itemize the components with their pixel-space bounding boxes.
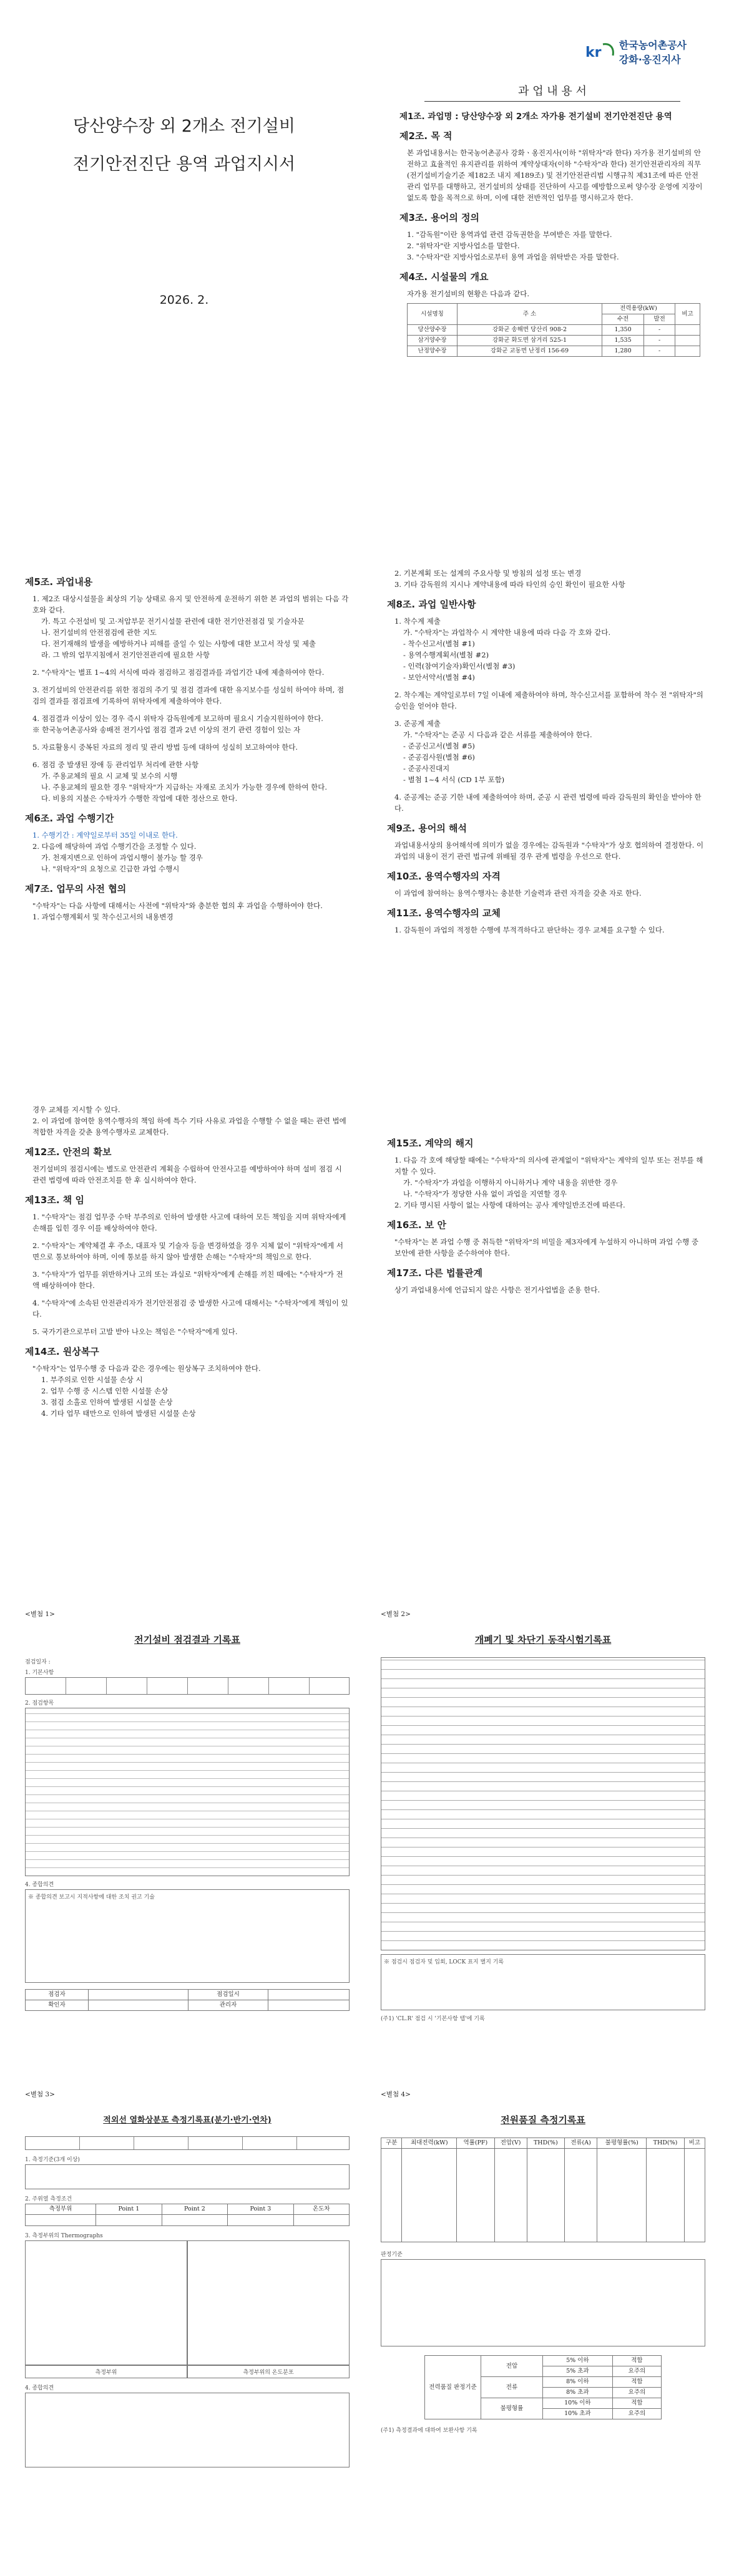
sign-cell: 확인자 [26,2000,89,2011]
switch-note: ※ 점검시 점검자 및 입회, LOCK 표지 별지 기록 [384,1959,504,1965]
text-line: - 준공신고서(별첨 #5) [403,742,475,750]
thermo-label: 측정부위의 온도분포 [187,2365,350,2378]
pq-head: 전류(A) [564,2138,597,2149]
point-head: Point 3 [228,2204,293,2215]
form-2-footer: (주1) 'CL.R' 점검 시 '기본사항 탭'에 기록 [381,2016,485,2022]
s3-item-1: 1. "감독원"이란 용역과업 관련 감독권한을 부여받은 자를 말한다. [407,230,612,239]
judge-box [381,2259,705,2346]
s13-title: 제13조. 책 임 [25,1194,84,1206]
text-line: 3. 점검 소홀로 인하여 발생된 시설물 손상 [41,1398,173,1407]
cover-date: 2026. 2. [159,293,209,307]
form-4-footer: (주1) 측정결과에 대하여 보완사항 기록 [381,2428,477,2434]
text-line: 3. 기타 감독원의 지시나 계약내용에 따라 타인의 승인 확인이 필요한 사항 [394,580,625,589]
p3-right [387,1129,705,1295]
table-row: 당산양수장 강화군 송해면 당산리 908-2 1,350 - [408,325,700,336]
form-4 [381,2089,705,2564]
pq-head: 구분 [381,2138,402,2149]
text-line: 경우 교체를 지시할 수 있다. [32,1105,120,1114]
th-sub-2: 발전 [644,314,675,325]
table-row: 불평형률 10% 이하 적합 [425,2398,662,2409]
text-line: "수탁자"는 다음 사항에 대해서는 사전에 "위탁자"와 충분한 협의 후 과업을 수행하여야 한다. [32,901,323,910]
p2-left [25,568,350,922]
s17-title: 제17조. 다른 법률관계 [387,1267,482,1279]
text-line: 3. 준공계 제출 [394,719,441,728]
form-3-header-grid [25,2136,350,2150]
text-line: - 별첨 1~4 서식 (CD 1부 포함) [403,775,505,784]
text-line: 1. "수탁자"는 점검 업무중 수탁 부주의로 인하여 발생한 사고에 대하여 모든 책임을 지며 위탁자에게 손해를 입힌 경우 이를 배상하여야 한다. [32,1213,346,1232]
thermo-labels [25,2365,350,2378]
text-line: 상기 과업내용서에 언급되지 않은 사항은 전기사업법을 준용 한다. [394,1286,600,1294]
s7-title: 제7조. 업무의 사전 협의 [25,883,127,894]
text-line: 가. "수탁자"는 준공 시 다음과 같은 서류를 제출하여야 한다. [403,730,592,739]
text-line: 1. 착수계 제출 [394,617,441,626]
form-1-title: 전기설비 점검결과 기록표 [134,1634,240,1645]
s3-item-2: 2. "위탁자"란 지방사업소를 말한다. [407,241,520,250]
text-line: 2. 기본계획 또는 설계의 주요사항 및 방침의 설정 또는 변경 [394,569,582,578]
form-1-section: 1. 기본사항 [25,1670,54,1676]
text-line: 다. 전기재해의 발생을 예방하거나 피해를 줄일 수 있는 사항에 대한 보고서 작성 및 제출 [41,639,316,648]
table-row: 8% 초과 요주의 [425,2388,662,2398]
th-name: 시설명칭 [408,304,457,325]
judge-label: 판정기준 [381,2252,403,2258]
basic-info-grid [25,1677,350,1695]
s5-title: 제5조. 과업내용 [25,576,93,588]
text-line: 4. 준공계는 준공 기한 내에 제출하여야 하며, 준공 시 관련 법령에 따라 감독원의 확인을 받아야 한다. [394,793,702,813]
form-1-meta: 점검일자 : [25,1659,51,1665]
text-line: 나. "수탁자"가 정당한 사유 없이 과업을 지연할 경우 [403,1189,567,1198]
text-line: ※ 한국농어촌공사와 송배전 전기사업 점검 결과 2년 이상의 전기 관련 경험이 있는 자 [32,725,301,734]
text-line: 1. 과업수행계획서 및 착수신고서의 내용변경 [32,913,174,921]
point-head: Point 1 [96,2204,162,2215]
s4-title: 제4조. 시설물의 개요 [399,271,489,283]
text-line: 4. 기타 업무 태만으로 인하여 발생된 시설물 손상 [41,1409,196,1418]
text-line: 1. 제2조 대상시설물을 최상의 기능 상태로 유지 및 안전하게 운전하기 위한 본 과업의 범위는 다음 각 호와 같다. [32,594,349,614]
text-line: 3. 전기설비의 안전관리를 위한 점검의 주기 및 점검 결과에 대한 유지보수를 성실히 하여야 하며, 점검의 결과를 점검표에 기록하여 위탁자에게 제출하여야 한다. [32,685,345,705]
text-line: - 보안서약서(별첨 #4) [403,673,475,682]
s2-title: 제2조. 목 적 [399,130,453,142]
text-line: 2. 기타 명시된 사항이 없는 사항에 대하여는 공사 계약일반조건에 따른다. [394,1201,625,1209]
cover-title-2: 전기안전진단 용역 과업지시서 [72,155,296,174]
form-3-opinion [25,2393,350,2467]
s3-title: 제3조. 용어의 정의 [399,212,480,223]
form-1 [25,1609,350,2046]
right-col [399,37,705,357]
text-line: - 용역수행계획서(별첨 #2) [403,651,489,659]
pq-head: 전압(V) [494,2138,527,2149]
inspection-grid [25,1708,350,1876]
form-3 [25,2089,350,2564]
pq-head: 비고 [684,2138,705,2149]
form-3-sec-4: 4. 종합의견 [25,2385,54,2391]
s10-title: 제10조. 용역수행자의 자격 [387,871,501,882]
text-line: "수탁자"는 본 과업 수행 중 취득한 "위탁자"의 비밀을 제3자에게 누설하지 아니하며 과업 수행 중 보안에 관한 사항을 준수하여야 한다. [394,1237,699,1257]
annex-4-label: <별첨 4> [381,2091,411,2098]
pq-head: 불평형률(%) [597,2138,647,2149]
text-line: 가. "수탁자"는 과업착수 시 계약한 내용에 따라 다음 각 호와 같다. [403,628,611,637]
opinion-box [25,1889,350,1983]
text-line: 가. 천재지변으로 인하여 과업시행이 불가능 할 경우 [41,853,203,862]
s8-title: 제8조. 과업 일반사항 [387,599,476,610]
form-2-title: 개폐기 및 차단기 동작시험기록표 [474,1634,612,1645]
th-sub-1: 수전 [602,314,643,325]
text-line: 1. 수행기간 : 계약일로부터 35일 이내로 한다. [32,831,178,840]
s14-title: 제14조. 원상복구 [25,1346,99,1357]
th-note: 비고 [675,304,700,325]
kr-logo-icon [585,42,615,62]
point-head: 온도차 [293,2204,349,2215]
pq-head: 최대전력(kW) [402,2138,457,2149]
opinion-label: 4. 종합의견 [25,1882,54,1888]
text-line: - 준공검사원(별첨 #6) [403,753,475,762]
page-3 [0,1085,729,1559]
inspection-items-label: 2. 점검항목 [25,1700,54,1707]
text-line: 4. "수탁자"에 소속된 안전관리자가 전기안전점검 중 발생한 사고에 대해서는 "수탁자"에게 책임이 있다. [32,1299,348,1319]
s11-title: 제11조. 용역수행자의 교체 [387,908,501,919]
text-line: 4. 점검결과 이상이 있는 경우 즉시 위탁자 감독원에게 보고하며 필요시 기술지원하여야 한다. [32,714,323,723]
text-line: "수탁자"는 업무수행 중 다음과 같은 경우에는 원상복구 조치하여야 한다. [32,1364,261,1373]
switch-note-box [381,1954,705,2010]
p2-right [387,568,705,936]
text-line: 가. "수탁자"가 과업을 이행하지 아니하거나 계약 내용을 위반한 경우 [403,1178,618,1187]
s6-title: 제6조. 과업 수행기간 [25,813,114,824]
text-line: 2. 착수계는 계약일로부터 7일 이내에 제출하여야 하며, 착수신고서를 포함하여 착수 전 "위탁자"의 승인을 얻어야 한다. [394,690,703,710]
svg-text:kr: kr [585,45,602,61]
table-row: 삼거양수장 강화군 화도면 삼거리 525-1 1,535 - [408,336,700,346]
criteria-grid [25,2164,350,2189]
text-line: 과업내용서상의 용어해석에 의미가 없을 경우에는 감독원과 "수탁자"가 상호 협의하여 결정한다. 이 과업의 내용이 전기 관련 법규에 위배될 경우 관계 법령을 우선으로 한다. [394,841,704,861]
text-line: 이 과업에 참여하는 용역수행자는 충분한 기술력과 관련 자격을 갖춘 자로 한다. [394,889,642,898]
points-table [25,2204,350,2226]
th-cap: 전력용량(kW) [602,304,675,314]
s1-title: 제1조. 과업명 : 당산양수장 외 2개소 자가용 전기설비 전기안전진단 용역 [399,112,672,122]
form-3-sec-1: 1. 측정기준(3개 이상) [25,2157,80,2163]
judge-table [424,2355,662,2419]
text-line: 3. "수탁자"가 업무를 위반하거나 고의 또는 과실로 "위탁자"에게 손해를 끼친 때에는 "수탁자"가 전액 배상하여야 한다. [32,1270,343,1290]
text-line: 가. 특고 수전설비 및 고·저압부문 전기시설물 관련에 대한 전기안전점검 및 기술자문 [41,617,305,626]
text-line: 나. 전기설비의 안전점검에 관한 지도 [41,628,157,637]
table-row: 난정양수장 강화군 교동면 난정리 156-69 1,280 - [408,346,700,357]
sign-cell: 관리자 [188,2000,268,2011]
s15-title: 제15조. 계약의 해지 [387,1138,474,1149]
text-line: 2. "수탁자"는 별표 1~4의 서식에 따라 점검하고 점검결과를 과업기간 내에 제출하여야 한다. [32,668,325,677]
form-3-title: 적외선 열화상분포 측정기록표(분기·반기·연차) [103,2116,272,2125]
table-row: 전력품질 판정기준 전압 5% 이하 적합 [425,2356,662,2366]
table-row: 전류 8% 이하 적합 [425,2377,662,2388]
text-line: 6. 점검 중 발생된 장애 등 관리업무 처리에 관한 사항 [32,760,199,769]
table-row: 10% 초과 요주의 [425,2409,662,2419]
text-line: 2. 다음에 해당하여 과업 수행기간을 조정할 수 있다. [32,842,197,851]
logo [399,37,687,66]
sign-cell: 점검일시 [188,1990,268,2000]
form-4-title: 전원품질 측정기록표 [501,2114,585,2126]
form-3-sec-3: 3. 측정부위의 Thermographs [25,2233,103,2239]
text-line: 나. "위탁자"의 요청으로 긴급한 과업 수행시 [41,864,180,873]
annex-2-label: <별첨 2> [381,1610,411,1618]
text-line: 5. 자료활용시 중복된 자료의 정리 및 관리 방법 등에 대하여 성실히 보고하여야 한다. [32,743,298,752]
sign-cell: 점검자 [26,1990,89,2000]
pq-head: 역률(PF) [457,2138,494,2149]
text-line: 1. 부주의로 인한 시설물 손상 시 [41,1375,143,1384]
text-line: 가. 주용교체의 필요 시 교체 및 보수의 시행 [41,772,178,780]
page-4 [0,1597,729,2576]
text-line: 1. 감독원이 과업의 적정한 수행에 부적격하다고 판단하는 경우 교체를 요구할 수 있다. [394,926,665,934]
pq-head: THD(%) [647,2138,684,2149]
form-2 [381,1609,705,2046]
text-line: 5. 국가기관으로부터 고발 받아 나오는 책임은 "수탁자"에게 있다. [32,1327,238,1336]
text-line: 1. 다음 각 호에 해당할 때에는 "수탁자"의 의사에 관계없이 "위탁자"는 계약의 일부 또는 전부를 해지할 수 있다. [394,1156,703,1176]
sign-table [25,1989,350,2011]
text-line: 전기설비의 점검시에는 별도로 안전관리 계획을 수립하여 안전사고를 예방하여야 하며 설비 점검 시 관련 법령에 따라 안전조치를 한 후 실시하여야 한다. [32,1165,342,1184]
switch-test-grid [381,1657,705,1950]
th-addr: 주 소 [457,304,602,325]
s16-title: 제16조. 보 안 [387,1219,446,1231]
page-2 [0,549,729,1060]
point-head: Point 2 [162,2204,227,2215]
text-line: 나. 주용교체의 필요한 경우 "위탁자"가 지급하는 자재로 조치가 가능한 경우에 한하여 한다. [41,783,328,792]
thermo-label: 측정부위 [25,2365,187,2378]
form-3-sec-2: 2. 주위열 측정조건 [25,2196,72,2202]
logo-line-2: 강화·옹진지사 [619,54,681,65]
page-1 [0,0,729,511]
cover-title-1: 당산양수장 외 2개소 전기설비 [73,117,295,136]
s12-title: 제12조. 안전의 확보 [25,1146,112,1158]
text-line: - 준공사진대지 [403,764,450,773]
s9-title: 제9조. 용어의 해석 [387,823,467,834]
facility-table [407,303,700,357]
doc-header: 과 업 내 용 서 [424,82,680,102]
table-row: 5% 초과 요주의 [425,2366,662,2377]
cover [37,37,331,307]
text-line: 다. 비용의 지불은 수탁자가 수행한 작업에 대한 정산으로 한다. [41,794,238,803]
text-line: 2. "수탁자"는 계약체결 후 주소, 대표자 및 기술자 등을 변경하였을 경우 지체 없이 "위탁자"에게 서면으로 통보하여야 하며, 이에 통보를 하지 않아 발생한 손해는 "수탁자"의 책임으로 한다. [32,1241,343,1261]
s4-intro: 자가용 전기설비의 현황은 다음과 같다. [407,289,530,298]
logo-line-1: 한국농어촌공사 [619,39,687,51]
s3-item-3: 3. "수탁자"란 지방사업소로부터 용역 과업을 위탁받은 자를 말한다. [407,253,619,261]
text-line: - 인력(참여기술자)확인서(별첨 #3) [403,662,516,671]
annex-3-label: <별첨 3> [25,2091,55,2098]
thermo-images [25,2240,350,2365]
point-head: 측정부위 [26,2204,96,2215]
text-line: 2. 이 과업에 참여한 용역수행자의 책임 하에 특수 기타 사유로 과업을 수행할 수 없을 때는 관련 법에 적합한 자격을 갖춘 용역수행자로 교체한다. [32,1116,346,1136]
p3-left [25,1104,350,1419]
pq-head: THD(%) [527,2138,564,2149]
text-line: - 착수신고서(별첨 #1) [403,639,475,648]
opinion-note: ※ 종합의견 보고시 지적사항에 대한 조치 권고 기술 [28,1894,155,1901]
text-line: 2. 업무 수행 중 시스템 인한 시설물 손상 [41,1387,169,1395]
text-line: 라. 그 밖의 업무지침에서 전기안전관리에 필요한 사항 [41,651,210,659]
annex-1-label: <별첨 1> [25,1610,55,1618]
s2-text: 본 과업내용서는 한국농어촌공사 강화ㆍ옹진지사(이하 "위탁자"라 한다) 자가용 전기설비의 안전하고 효율적인 유지관리를 위하여 계약상대자(이하 "수탁자"라 한다) 전기안전관리자의 직무(전기설비기술기준 제182조 내지 제189조) 및 전기안전관리법 시행규칙 제31조에 따른 안전관리 업무를 대행하고, 전기설비의 상태를 진단하여 사고를 예방함으로써 양수장 운영에 지장이 없도록 함을 목적으로 하며, 이에 대한 전반적인 업무를 명시하고자 한다. [407,148,703,202]
power-quality-table [381,2138,705,2242]
